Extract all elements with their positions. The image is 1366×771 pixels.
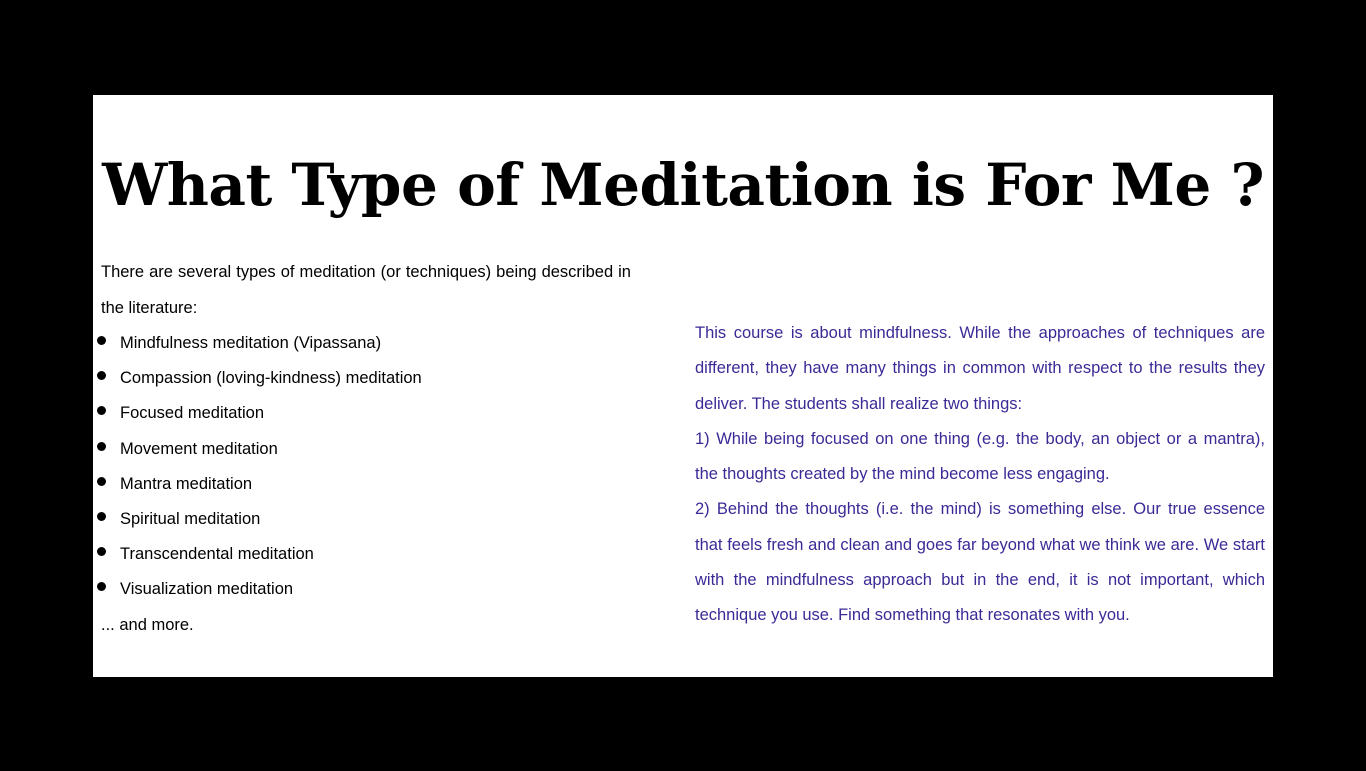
bullet-icon xyxy=(97,371,106,380)
list-item xyxy=(101,326,631,361)
list-item xyxy=(101,361,631,396)
list-item xyxy=(101,467,631,502)
list-item xyxy=(101,396,631,431)
bullet-icon xyxy=(97,336,106,345)
list-item xyxy=(101,537,631,572)
list-item-label: Compassion (loving-kindness) meditation xyxy=(120,369,422,388)
intro-text: There are several types of meditation (or techniques) being described in the literature: xyxy=(101,263,631,317)
meditation-types-column xyxy=(101,255,631,643)
slide xyxy=(93,95,1273,677)
course-paragraph-1: This course is about mindfulness. While the approaches of techniques are different, they have many things in common with respect to the results they deliver. The students shall realize two things: xyxy=(695,324,1265,413)
bullet-icon xyxy=(97,406,106,415)
list-item-label: Spiritual meditation xyxy=(120,509,261,528)
list-item-label: Visualization meditation xyxy=(120,580,294,599)
list-item-label: Mantra meditation xyxy=(120,474,253,493)
bullet-icon xyxy=(97,582,106,591)
meditation-types-list xyxy=(101,326,631,608)
list-item xyxy=(101,502,631,537)
course-description-column xyxy=(695,316,1265,634)
list-item xyxy=(101,432,631,467)
bullet-icon xyxy=(97,512,106,521)
bullet-icon xyxy=(97,477,106,486)
course-paragraph-2: 1) While being focused on one thing (e.g. the body, an object or a mantra), the thoughts created by the mind become less engaging. xyxy=(695,429,1265,484)
more-text: ... and more. xyxy=(101,615,194,634)
slide-title: What Type of Meditation is For Me ? xyxy=(102,151,1264,219)
course-paragraph-3: 2) Behind the thoughts (i.e. the mind) is something else. Our true essence that feels fresh and clean and goes far beyond what we think we are. We start with the mindfulness approach but in the end, it is not important, which technique you use. Find something that resonates with you. xyxy=(695,500,1265,625)
list-item-label: Transcendental meditation xyxy=(120,545,314,564)
list-item xyxy=(101,572,631,607)
bullet-icon xyxy=(97,442,106,451)
bullet-icon xyxy=(97,547,106,556)
list-item-label: Focused meditation xyxy=(120,404,264,423)
list-item-label: Movement meditation xyxy=(120,439,278,458)
list-item-label: Mindfulness meditation (Vipassana) xyxy=(120,334,382,352)
